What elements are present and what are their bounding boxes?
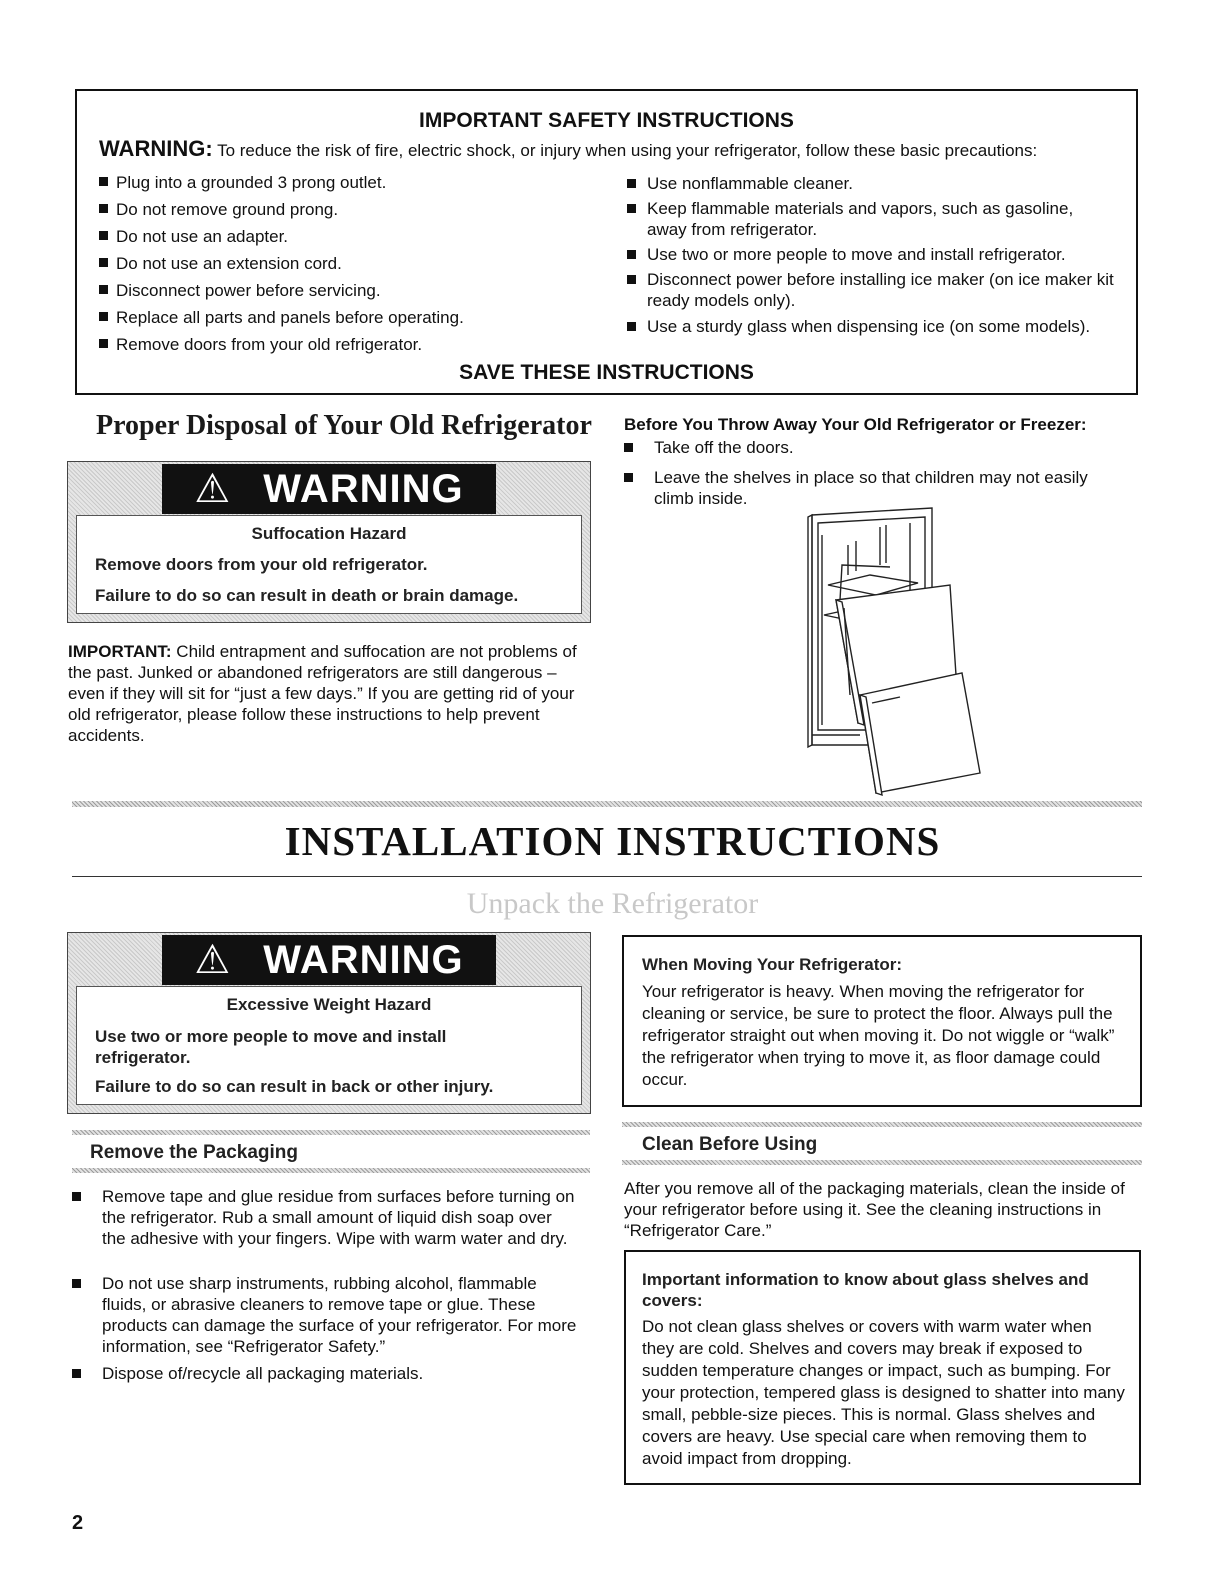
- list-item: Replace all parts and panels before operating.: [99, 308, 464, 328]
- bullet-icon: [72, 1279, 81, 1288]
- warning-banner: ⚠ WARNING: [68, 933, 590, 986]
- page-number: 2: [72, 1512, 84, 1534]
- disposal-heading: Proper Disposal of Your Old Refrigerator: [96, 410, 592, 441]
- warning-label: WARNING:: [99, 136, 213, 161]
- warning-line-2: Failure to do so can result in back or other injury.: [95, 1077, 494, 1096]
- save-instructions: SAVE THESE INSTRUCTIONS: [459, 361, 754, 384]
- remove-heading: Remove the Packaging: [90, 1142, 299, 1163]
- list-item: Dispose of/recycle all packaging materials.: [72, 1363, 577, 1384]
- important-label: IMPORTANT:: [68, 642, 172, 661]
- list-item: Do not remove ground prong.: [99, 200, 338, 220]
- unpack-subtitle: Unpack the Refrigerator: [466, 887, 759, 920]
- section-divider: [72, 801, 1142, 807]
- bullet-icon: [99, 339, 108, 348]
- section-divider: [72, 1168, 590, 1173]
- list-item: Use a sturdy glass when dispensing ice (on some models).: [627, 316, 1147, 337]
- bullet-icon: [627, 275, 636, 284]
- warning-line-1: Use two or more people to move and install refrigerator.: [95, 1027, 447, 1067]
- list-item: Use nonflammable cleaner.: [627, 173, 1127, 194]
- bullet-icon: [99, 285, 108, 294]
- list-item: Leave the shelves in place so that children may not easily climb inside.: [624, 467, 1124, 509]
- moving-heading: When Moving Your Refrigerator:: [642, 955, 903, 974]
- list-item: Remove doors from your old refrigerator.: [99, 335, 422, 355]
- section-divider: [622, 1122, 1142, 1127]
- installation-title: INSTALLATION INSTRUCTIONS: [284, 818, 941, 864]
- section-divider: [622, 1160, 1142, 1165]
- list-item: Disconnect power before installing ice maker (on ice maker kit ready models only).: [627, 269, 1137, 311]
- bullet-icon: [624, 443, 633, 452]
- list-item: Do not use an adapter.: [99, 227, 288, 247]
- clean-text: After you remove all of the packaging materials, clean the inside of your refrigerator before using it. See the cleaning instructions in “Refrigerator Care.”: [624, 1179, 1125, 1240]
- bullet-icon: [627, 322, 636, 331]
- clean-heading: Clean Before Using: [642, 1134, 818, 1155]
- list-item: Take off the doors.: [624, 437, 1124, 458]
- warning-text: To reduce the risk of fire, electric shock, or injury when using your refrigerator, follow these basic precautions:: [217, 141, 1038, 160]
- bullet-icon: [99, 312, 108, 321]
- bullet-icon: [72, 1192, 81, 1201]
- warning-banner: ⚠ WARNING: [68, 462, 590, 515]
- weight-warning-box: [67, 932, 591, 1114]
- bullet-icon: [99, 231, 108, 240]
- bullet-icon: [627, 204, 636, 213]
- suffocation-warning-box: [67, 461, 591, 623]
- refrigerator-illustration: [800, 505, 1000, 800]
- list-item: Do not use sharp instruments, rubbing alcohol, flammable fluids, or abrasive cleaners to remove tape or glue. These products can damage the surface of your refrigerator. For more information, see “Refrigerator Safety.”: [72, 1273, 577, 1357]
- title-rule: [72, 876, 1142, 877]
- bullet-icon: [99, 177, 108, 186]
- safety-title: IMPORTANT SAFETY INSTRUCTIONS: [419, 109, 794, 132]
- bullet-icon: [72, 1369, 81, 1378]
- glass-text: Do not clean glass shelves or covers with warm water when they are cold. Shelves and covers may break if exposed to sudden temperature changes or impact, such as bumping. For your protection, tempered glass is designed to shatter into many small, pebble-size pieces. This is normal. Glass shelves and covers are heavy. Use special care when removing them to avoid impact from dropping.: [642, 1317, 1125, 1468]
- safety-warning-line: [99, 136, 1126, 162]
- moving-box: [622, 935, 1142, 1107]
- warning-triangle-icon: ⚠: [178, 467, 247, 511]
- hazard-title: Excessive Weight Hazard: [226, 995, 432, 1014]
- section-divider: [72, 1130, 590, 1135]
- safety-instructions-box: [75, 89, 1138, 395]
- list-item: Use two or more people to move and install refrigerator.: [627, 244, 1127, 265]
- warning-body: [76, 515, 582, 614]
- bullet-icon: [627, 250, 636, 259]
- glass-heading: Important information to know about glass shelves and covers:: [642, 1270, 1089, 1310]
- warning-line-1: Remove doors from your old refrigerator.: [95, 555, 428, 574]
- important-text: Child entrapment and suffocation are not problems of the past. Junked or abandoned refrigerators are still dangerous – even if they will sit for “just a few days.” If you are getting rid of your old refrigerator, please follow these instructions to help prevent accidents.: [68, 642, 577, 745]
- list-item: Plug into a grounded 3 prong outlet.: [99, 173, 386, 193]
- glass-shelves-box: [624, 1250, 1141, 1485]
- bullet-icon: [99, 204, 108, 213]
- list-item: Remove tape and glue residue from surfaces before turning on the refrigerator. Rub a small amount of liquid dish soap over the adhesive with your fingers. Wipe with warm water and dry.: [72, 1186, 577, 1249]
- moving-text: Your refrigerator is heavy. When moving the refrigerator for cleaning or service, be sure to protect the floor. Always pull the refrigerator straight out when moving it. Do not wiggle or “walk” the refrigerator when trying to move it, as floor damage could occur.: [642, 982, 1115, 1089]
- bullet-icon: [99, 258, 108, 267]
- bullet-icon: [627, 179, 636, 188]
- bullet-icon: [624, 473, 633, 482]
- list-item: Disconnect power before servicing.: [99, 281, 381, 301]
- list-item: Do not use an extension cord.: [99, 254, 342, 274]
- warning-body: [76, 986, 582, 1105]
- warning-triangle-icon: ⚠: [178, 938, 247, 982]
- list-item: Keep flammable materials and vapors, such as gasoline, away from refrigerator.: [627, 198, 1117, 240]
- warning-line-2: Failure to do so can result in death or brain damage.: [95, 586, 519, 605]
- important-paragraph: [68, 641, 588, 746]
- before-heading: Before You Throw Away Your Old Refrigerator or Freezer:: [624, 415, 1087, 434]
- hazard-title: Suffocation Hazard: [251, 524, 407, 543]
